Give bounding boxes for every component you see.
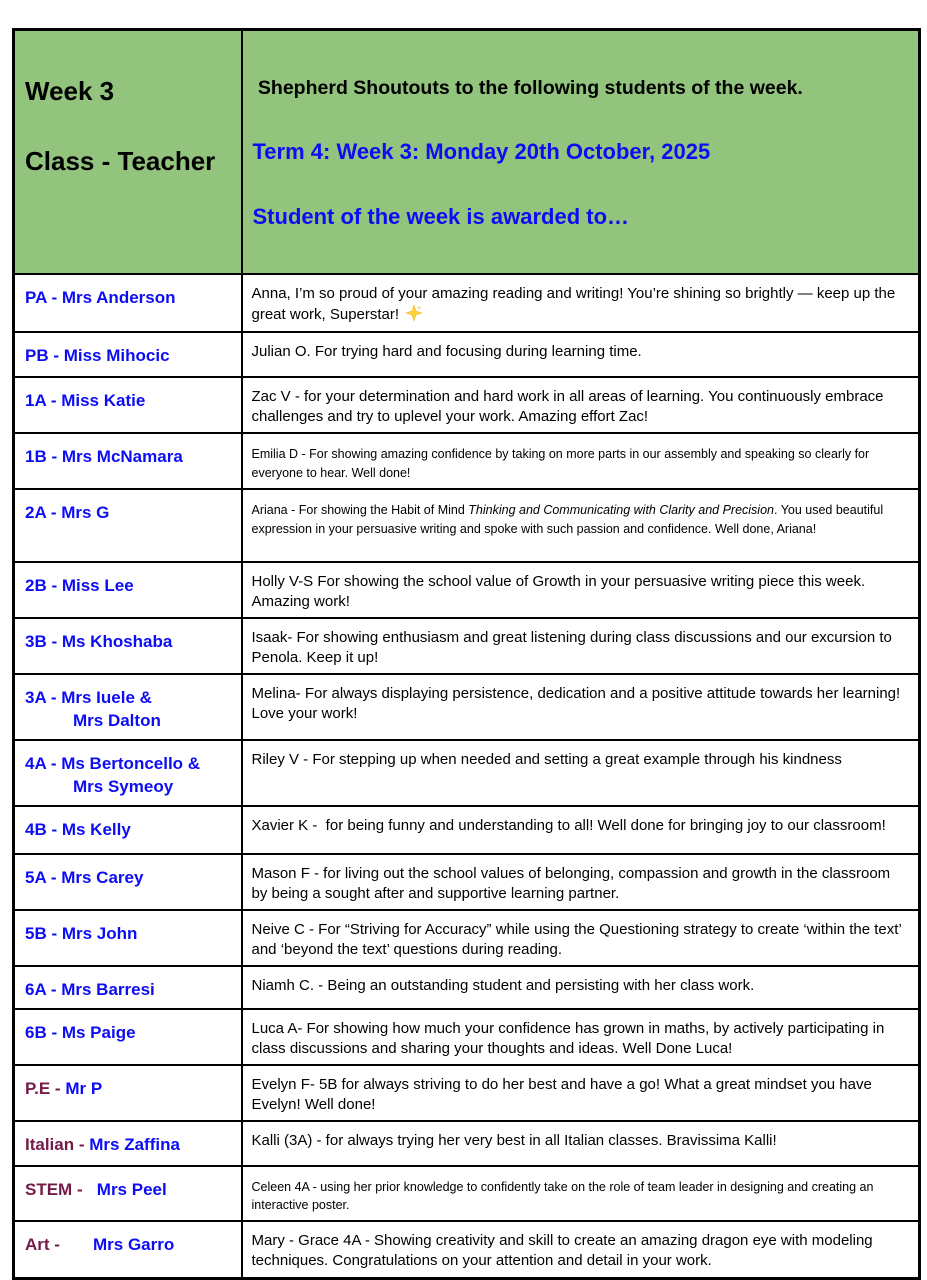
- teacher-name-text: 4B - Ms Kelly: [25, 820, 131, 840]
- class-teacher-cell: [14, 433, 242, 489]
- shoutouts-table-body: [14, 274, 920, 1278]
- teacher-name-text: 2B - Miss Lee: [25, 576, 134, 596]
- teacher-line: [25, 1234, 233, 1257]
- teacher-name-text: PB - Miss Mihocic: [25, 346, 170, 366]
- term-week-date: Term 4: Week 3: Monday 20th October, 2025: [252, 139, 711, 165]
- class-teacher-cell: [14, 740, 242, 806]
- table-row: [14, 1221, 920, 1278]
- shoutout-text: Evelyn F- 5B for always striving to do her best and have a go! What a great mindset you have Evelyn! Well done!: [251, 1076, 876, 1113]
- table-row: [14, 489, 920, 562]
- teacher-line: [25, 446, 233, 469]
- teacher-line: [25, 1134, 233, 1157]
- teacher-name-text: 5B - Mrs John: [25, 924, 138, 944]
- shoutout-text: Niamh C. - Being an outstanding student and persisting with her class work.: [251, 977, 755, 995]
- class-teacher-cell: [14, 1065, 242, 1121]
- shoutout-note-cell: [242, 489, 920, 562]
- shoutouts-title: Shepherd Shoutouts to the following students of the week.: [252, 77, 803, 99]
- shoutout-text: Julian O. For trying hard and focusing during learning time.: [251, 343, 642, 361]
- class-teacher-cell: [14, 332, 242, 377]
- teacher-name-text: 6A - Mrs Barresi: [25, 980, 155, 1000]
- table-row: [14, 806, 920, 854]
- shoutout-note-cell: [242, 1065, 920, 1121]
- class-teacher-cell: [14, 910, 242, 966]
- shoutout-note-cell: [242, 854, 920, 910]
- teacher-name-text: Mrs Symeoy: [73, 777, 174, 797]
- student-of-week-label: Student of the week is awarded to…: [252, 204, 630, 230]
- teacher-line: [25, 575, 233, 598]
- teacher-name-text: Art -: [25, 1235, 93, 1255]
- shoutout-note-cell: [242, 377, 920, 433]
- class-teacher-cell: [14, 674, 242, 740]
- teacher-name-text: 4A - Ms Bertoncello &: [25, 754, 201, 774]
- shoutout-text: Xavier K - for being funny and understanding to all! Well done for bringing joy to our classroom!: [251, 817, 886, 835]
- table-row: [14, 274, 920, 332]
- table-row: [14, 377, 920, 433]
- shoutout-note-cell: [242, 618, 920, 674]
- header-row: [14, 30, 920, 275]
- header-cell-class-teacher: [14, 30, 242, 275]
- table-row: [14, 1009, 920, 1065]
- shoutout-text: Ariana - For showing the Habit of Mind: [251, 503, 469, 518]
- shoutout-text: Anna, I’m so proud of your amazing reading and writing! You’re shining so brightly — keep up the great work, Superstar!: [251, 285, 900, 323]
- shoutout-text: Isaak- For showing enthusiasm and great listening during class discussions and our excursion to Penola. Keep it up!: [251, 629, 897, 666]
- shoutout-note-cell: [242, 1009, 920, 1065]
- teacher-name-text: 6B - Ms Paige: [25, 1023, 136, 1043]
- teacher-name-text: 1A - Miss Katie: [25, 391, 146, 411]
- shoutout-note-cell: [242, 1221, 920, 1278]
- teacher-line: [25, 631, 233, 654]
- shoutout-note-cell: [242, 1121, 920, 1166]
- teacher-line: [25, 819, 233, 842]
- teacher-name-text: Italian -: [25, 1135, 90, 1155]
- table-row: [14, 1121, 920, 1166]
- teacher-name-text: 1B - Mrs McNamara: [25, 447, 183, 467]
- teacher-line: [25, 502, 233, 525]
- class-teacher-cell: [14, 274, 242, 332]
- teacher-line: [25, 753, 233, 776]
- table-row: [14, 910, 920, 966]
- header-cell-shoutouts: [242, 30, 920, 275]
- teacher-line: [25, 776, 233, 799]
- teacher-name-text: Mrs Garro: [93, 1235, 175, 1255]
- shoutout-text: Luca A- For showing how much your confidence has grown in maths, by actively participating in class discussions and sharing your thoughts and ideas. Well Done Luca!: [251, 1020, 889, 1057]
- class-teacher-cell: [14, 1121, 242, 1166]
- week-label: Week 3: [25, 76, 115, 106]
- shoutout-text: Neive C - For “Striving for Accuracy” while using the Questioning strategy to create ‘within the text’ and ‘beyond the text’ questions during reading.: [251, 921, 906, 958]
- teacher-line: [25, 687, 233, 710]
- teacher-line: [25, 979, 233, 1002]
- shoutout-text: Mason F - for living out the school values of belonging, compassion and growth in the classroom by being a sought after and supportive learning partner.: [251, 865, 895, 902]
- teacher-line: [25, 710, 233, 733]
- shoutout-note-cell: [242, 910, 920, 966]
- shoutout-note-cell: [242, 332, 920, 377]
- table-row: [14, 618, 920, 674]
- class-teacher-cell: [14, 1166, 242, 1221]
- table-row: [14, 332, 920, 377]
- table-row: [14, 854, 920, 910]
- teacher-line: [25, 1078, 233, 1101]
- table-row: [14, 562, 920, 618]
- shoutout-note-cell: [242, 966, 920, 1009]
- teacher-line: [25, 390, 233, 413]
- shoutout-text: . You used beautiful expression in your persuasive writing and spoke with such passion and confidence. Well done, Ariana!: [251, 503, 887, 536]
- teacher-name-text: 2A - Mrs G: [25, 503, 110, 523]
- shoutout-text: Thinking and Communicating with Clarity and Precision: [468, 503, 774, 518]
- shoutout-text: Riley V - For stepping up when needed and setting a great example through his kindness: [251, 751, 842, 769]
- shoutout-note-cell: [242, 274, 920, 332]
- teacher-name-text: 3B - Ms Khoshaba: [25, 632, 173, 652]
- shoutout-text: Celeen 4A - using her prior knowledge to confidently take on the role of team leader in designing and creating an interactive poster.: [251, 1180, 877, 1213]
- table-row: [14, 433, 920, 489]
- teacher-line: [25, 287, 233, 310]
- class-teacher-cell: [14, 377, 242, 433]
- shoutout-text: Kalli (3A) - for always trying her very best in all Italian classes. Bravissima Kalli!: [251, 1132, 777, 1150]
- glowing-star-icon: [405, 304, 423, 322]
- teacher-name-text: Mrs Zaffina: [89, 1135, 180, 1155]
- teacher-line: [25, 923, 233, 946]
- teacher-line: [25, 1179, 233, 1202]
- class-teacher-cell: [14, 618, 242, 674]
- shoutout-note-cell: [242, 740, 920, 806]
- teacher-line: [25, 867, 233, 890]
- shoutout-text: Melina- For always displaying persistence, dedication and a positive attitude towards her learning! Love your work!: [251, 685, 905, 722]
- teacher-name-text: PA - Mrs Anderson: [25, 288, 176, 308]
- shoutout-text: Zac V - for your determination and hard work in all areas of learning. You continuously embrace challenges and try to uplevel your work. Amazing effort Zac!: [251, 388, 888, 425]
- class-teacher-cell: [14, 854, 242, 910]
- shoutout-note-cell: [242, 806, 920, 854]
- teacher-name-text: P.E -: [25, 1079, 66, 1099]
- table-row: [14, 1166, 920, 1221]
- class-teacher-cell: [14, 562, 242, 618]
- shoutout-note-cell: [242, 562, 920, 618]
- table-row: [14, 674, 920, 740]
- shoutout-text: Emilia D - For showing amazing confidence by taking on more parts in our assembly and speaking so clearly for everyone to hear. Well done!: [251, 447, 873, 480]
- class-teacher-cell: [14, 1221, 242, 1278]
- teacher-name-text: STEM -: [25, 1180, 97, 1200]
- class-teacher-cell: [14, 489, 242, 562]
- shoutout-note-cell: [242, 674, 920, 740]
- table-row: [14, 740, 920, 806]
- class-teacher-label: Class - Teacher: [25, 145, 216, 176]
- teacher-name-text: Mr P: [65, 1079, 103, 1099]
- class-teacher-cell: [14, 1009, 242, 1065]
- teacher-name-text: Mrs Dalton: [73, 711, 161, 731]
- teacher-line: [25, 1022, 233, 1045]
- teacher-name-text: 3A - Mrs Iuele &: [25, 688, 152, 708]
- shoutout-note-cell: [242, 433, 920, 489]
- table-row: [14, 966, 920, 1009]
- shoutouts-table: [12, 28, 921, 1280]
- shoutout-text: Holly V-S For showing the school value of Growth in your persuasive writing piece this week. Amazing work!: [251, 573, 869, 610]
- teacher-name-text: Mrs Peel: [96, 1180, 167, 1200]
- teacher-name-text: 5A - Mrs Carey: [25, 868, 144, 888]
- class-teacher-cell: [14, 806, 242, 854]
- teacher-line: [25, 345, 233, 368]
- table-row: [14, 1065, 920, 1121]
- shoutout-note-cell: [242, 1166, 920, 1221]
- class-teacher-cell: [14, 966, 242, 1009]
- shoutout-text: Mary - Grace 4A - Showing creativity and skill to create an amazing dragon eye with modeling techniques. Congratulations on your attention and detail in your work.: [251, 1232, 877, 1269]
